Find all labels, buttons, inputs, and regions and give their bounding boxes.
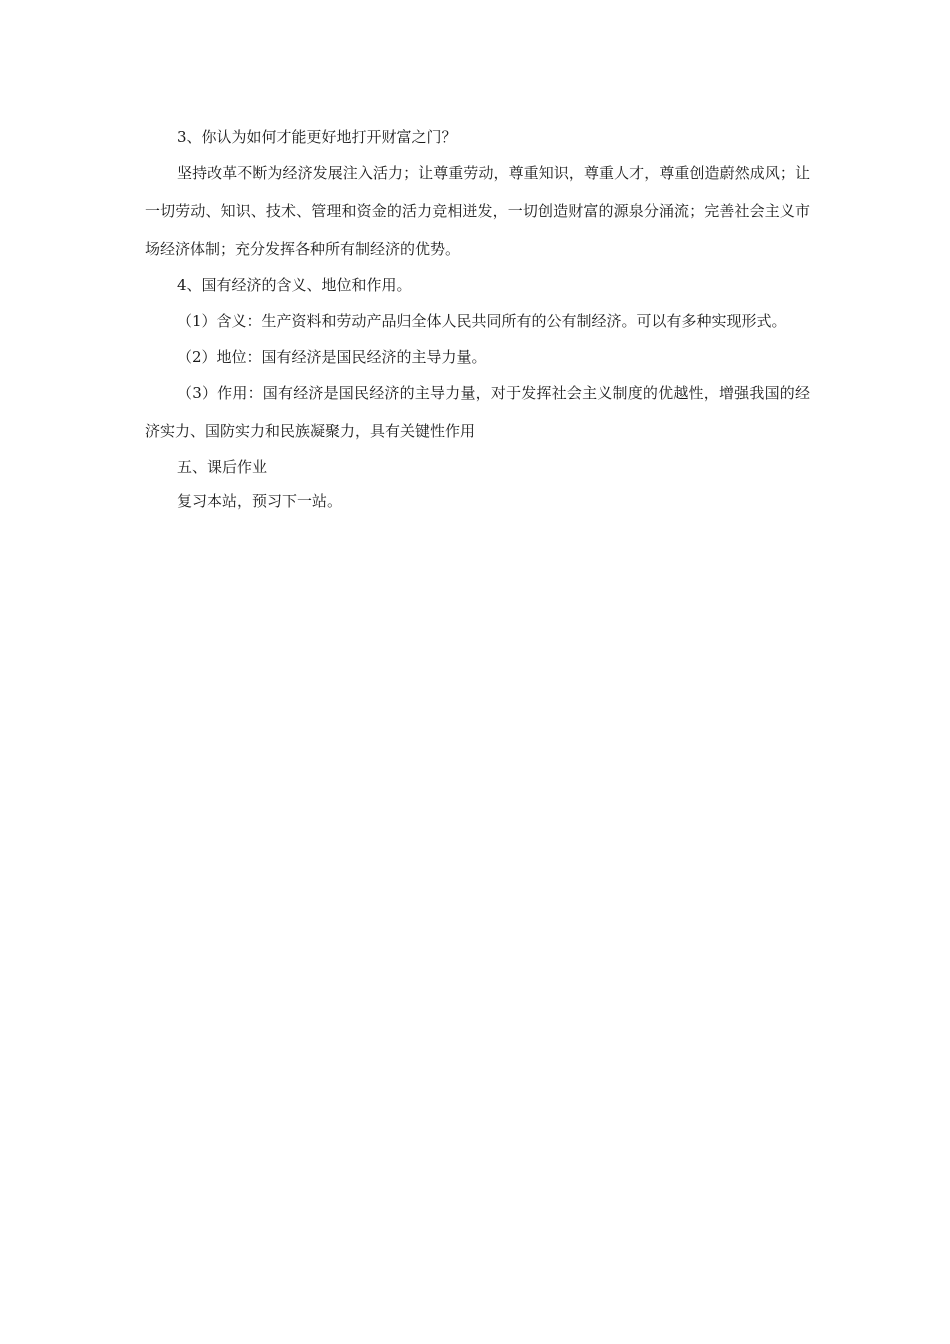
homework-heading: 五、课后作业 — [177, 458, 268, 476]
question-heading-3: 3、你认为如何才能更好地打开财富之门？ — [177, 128, 457, 146]
role-paragraph: （3）作用：国有经济是国民经济的主导力量，对于发挥社会主义制度的优越性，增强我国的经济实力、国防实力和民族凝聚力，具有关键性作用 — [145, 384, 810, 440]
status-paragraph: （2）地位：国有经济是国民经济的主导力量。 — [177, 348, 487, 366]
document-body — [145, 120, 810, 518]
homework-text: 复习本站，预习下一站。 — [177, 492, 343, 510]
answer-paragraph-3: 坚持改革不断为经济发展注入活力；让尊重劳动，尊重知识，尊重人才，尊重创造蔚然成风；让一切劳动、知识、技术、管理和资金的活力竞相迸发，一切创造财富的源泉分涌流；完善社会主义市场经济体制；充分发挥各种所有制经济的优势。 — [145, 164, 810, 258]
question-heading-4: 4、国有经济的含义、地位和作用。 — [177, 276, 412, 294]
definition-paragraph: （1）含义：生产资料和劳动产品归全体人民共同所有的公有制经济。可以有多种实现形式。 — [177, 312, 787, 330]
